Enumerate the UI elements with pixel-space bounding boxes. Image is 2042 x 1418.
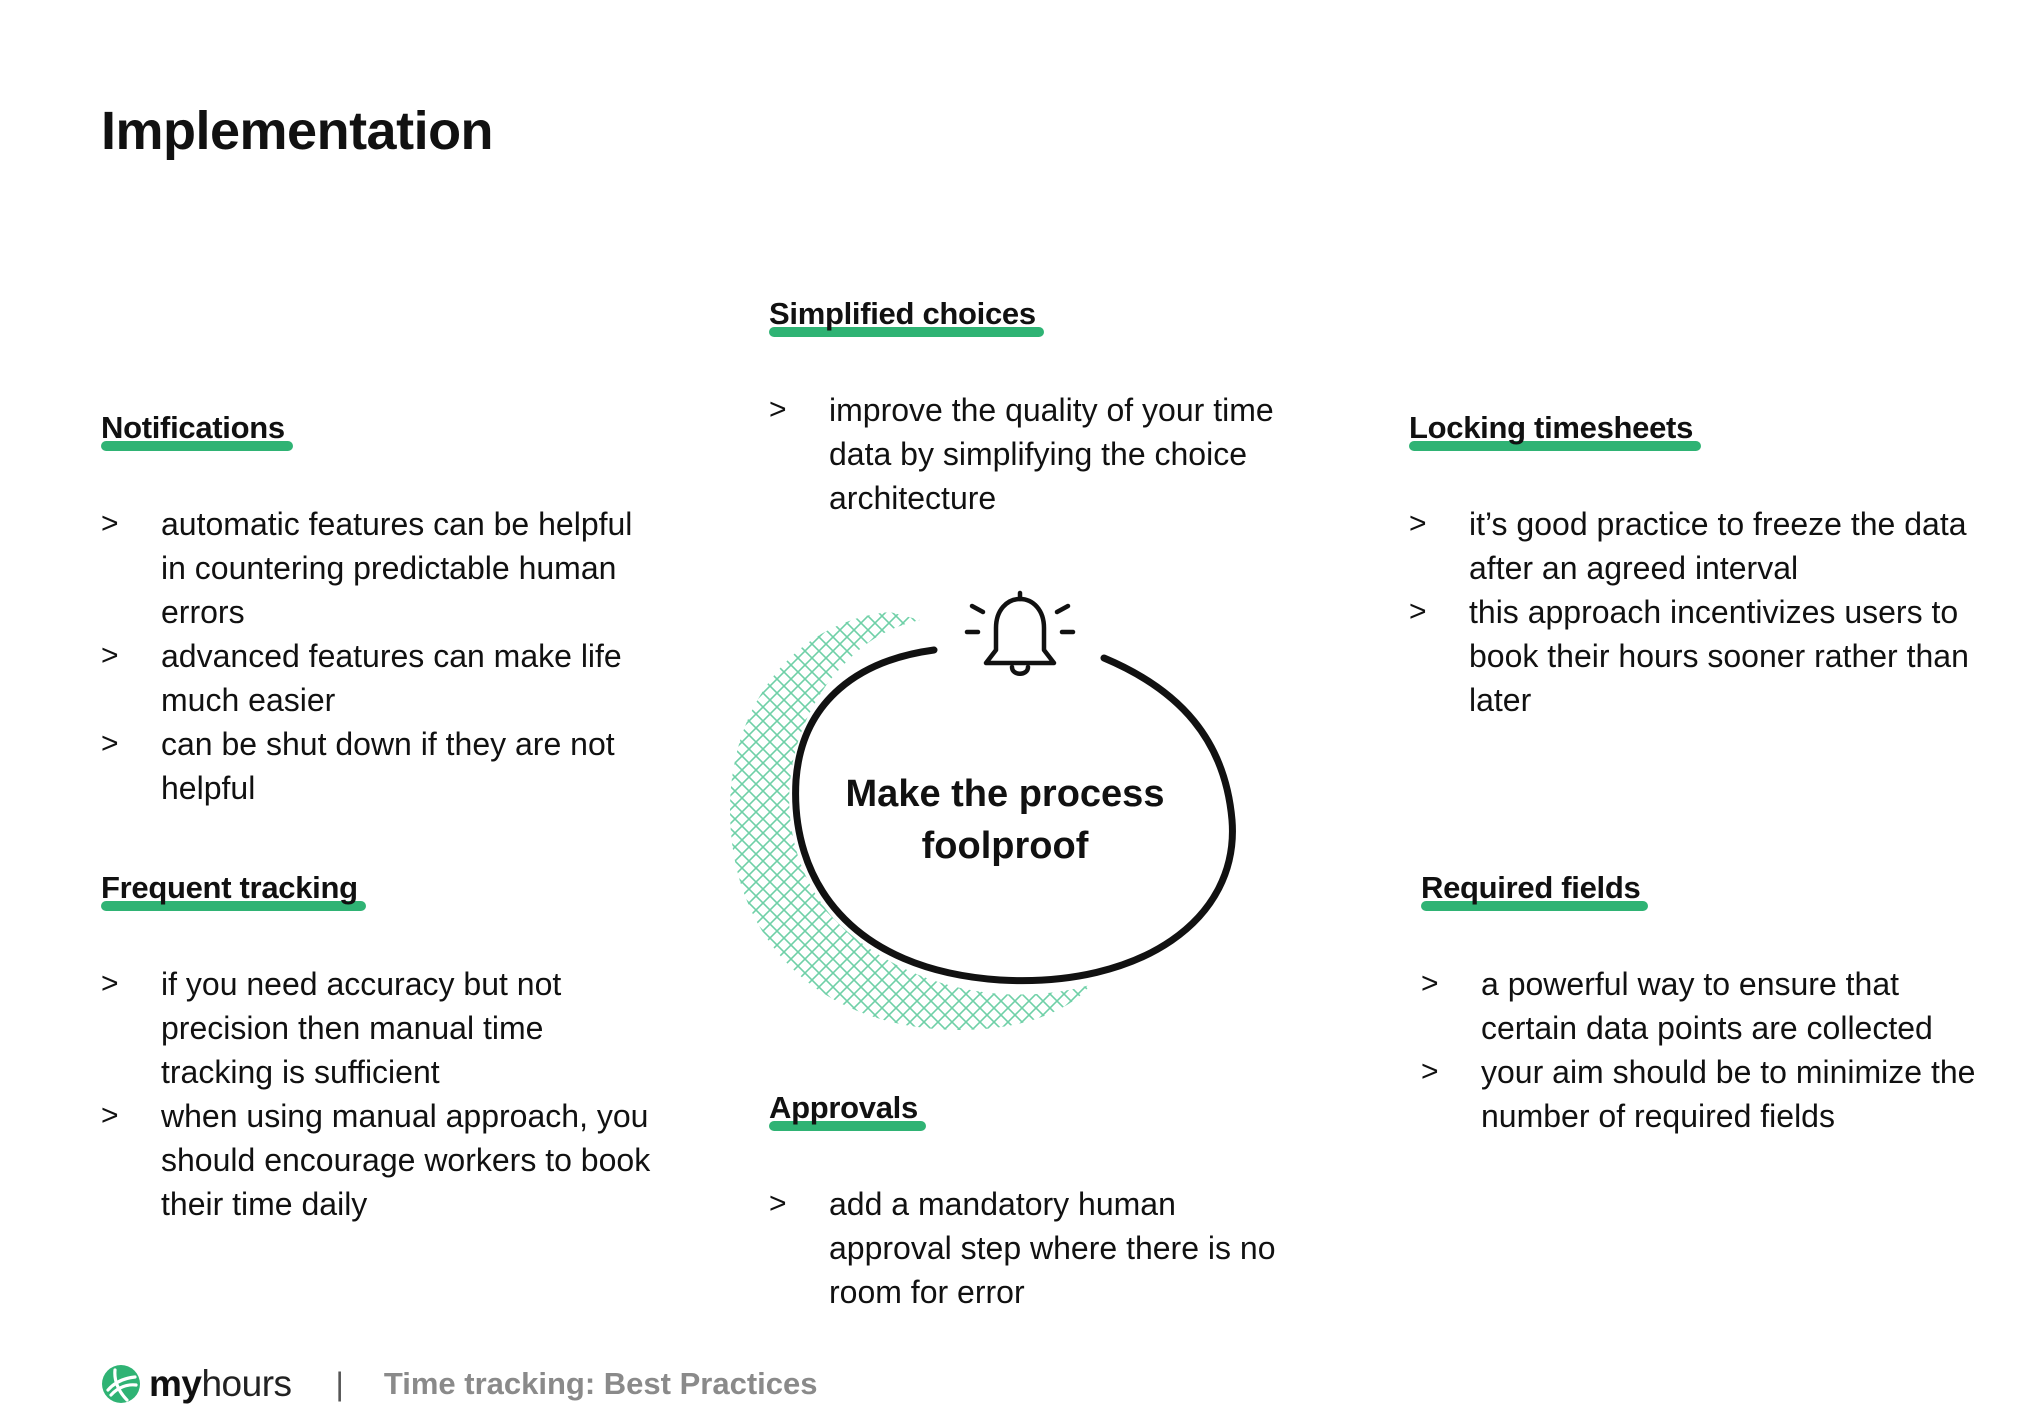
footer-separator: | — [335, 1365, 344, 1402]
bell-icon — [967, 593, 1073, 674]
bullet-list — [1409, 502, 2009, 722]
brand-logo-text: myhours — [149, 1363, 292, 1404]
list-item: > a powerful way to ensure that certain data points are collected — [1421, 962, 1981, 1050]
bullet-list — [769, 1182, 1289, 1314]
list-item: > if you need accuracy but not precision then manual time tracking is sufficient — [101, 962, 661, 1094]
list-item: > this approach incentivizes users to book their hours sooner rather than later — [1409, 590, 2009, 722]
section-heading: Approvals — [769, 1090, 922, 1126]
section-notifications — [101, 410, 661, 810]
list-item: > it’s good practice to freeze the data after an agreed interval — [1409, 502, 2009, 590]
page-title: Implementation — [101, 101, 494, 161]
list-item: > can be shut down if they are not helpful — [101, 722, 661, 810]
list-item: > your aim should be to minimize the number of required fields — [1421, 1050, 1981, 1138]
bullet-list — [101, 502, 661, 810]
section-heading: Required fields — [1421, 870, 1644, 906]
list-item: > improve the quality of your time data by simplifying the choice architecture — [769, 388, 1289, 520]
center-label: Make the process foolproof — [845, 773, 1165, 867]
list-item: > when using manual approach, you should encourage workers to book their time daily — [101, 1094, 661, 1226]
section-heading: Locking timesheets — [1409, 410, 1697, 446]
section-locking-timesheets — [1409, 410, 2009, 722]
list-item: > advanced features can make life much easier — [101, 634, 661, 722]
section-heading: Simplified choices — [769, 296, 1040, 332]
bullet-list — [769, 388, 1289, 520]
section-required-fields — [1421, 870, 1981, 1138]
bullet-list — [1421, 962, 1981, 1138]
section-approvals — [769, 1090, 1289, 1314]
section-heading: Notifications — [101, 410, 289, 446]
list-item: > add a mandatory human approval step where there is no room for error — [769, 1182, 1289, 1314]
section-frequent-tracking — [101, 870, 661, 1226]
myhours-logo-icon — [101, 1364, 141, 1404]
section-heading: Frequent tracking — [101, 870, 362, 906]
footer-doc-title: Time tracking: Best Practices — [383, 1366, 818, 1401]
section-simplified-choices — [769, 296, 1289, 520]
footer — [101, 1362, 817, 1406]
list-item: > automatic features can be helpful in countering predictable human errors — [101, 502, 661, 634]
bullet-list — [101, 962, 661, 1226]
